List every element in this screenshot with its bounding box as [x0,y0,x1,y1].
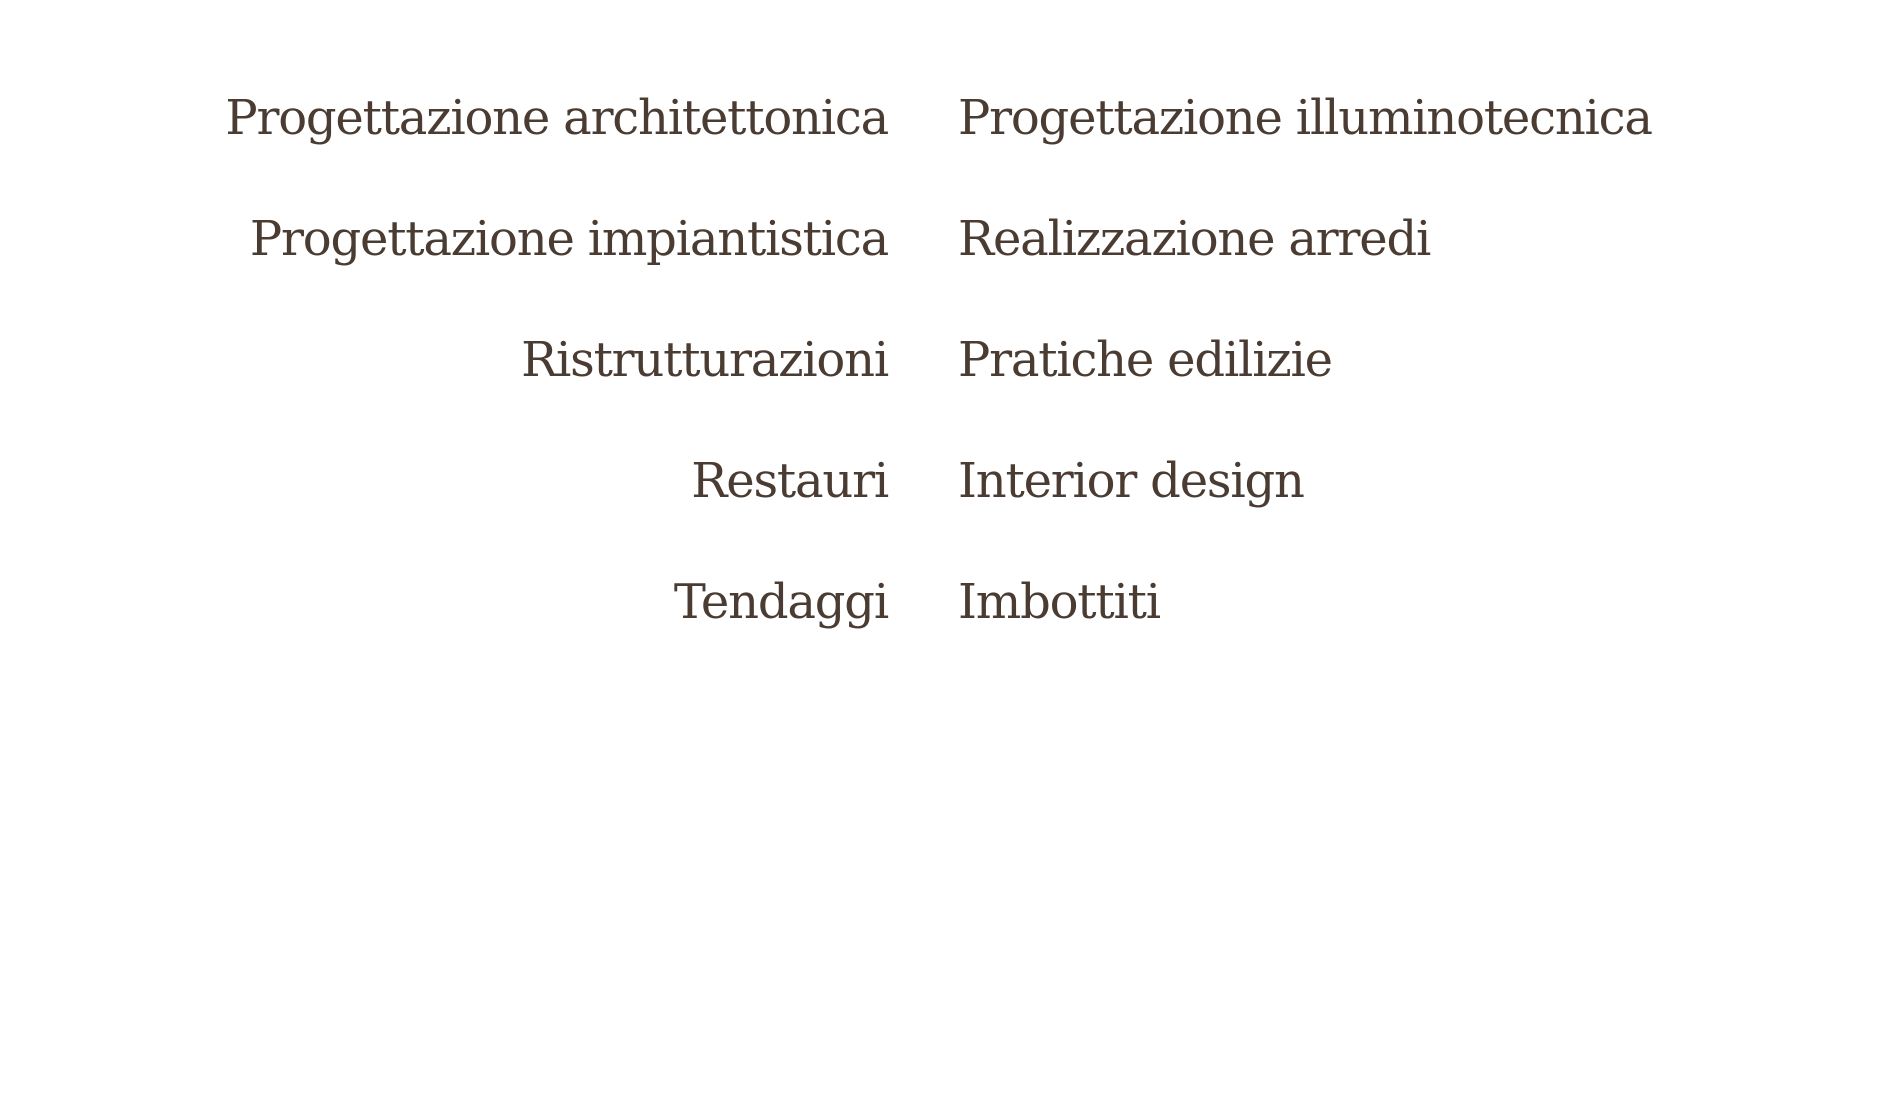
service-realizzazione-arredi: Realizzazione arredi [958,211,1431,267]
services-list [0,90,1878,695]
services-left-cell [0,574,888,630]
services-row [0,574,1878,695]
services-left-cell [0,453,888,509]
services-left-cell [0,332,888,388]
services-row [0,332,1878,453]
services-right-cell [888,90,1878,146]
services-right-cell [888,211,1878,267]
services-row [0,211,1878,332]
services-right-cell [888,332,1878,388]
service-progettazione-impiantistica: Progettazione impiantistica [249,211,888,267]
service-tendaggi: Tendaggi [673,574,888,630]
services-row [0,90,1878,211]
services-left-cell [0,211,888,267]
service-interior-design: Interior design [958,453,1304,509]
service-imbottiti: Imbottiti [958,574,1160,630]
services-left-cell [0,90,888,146]
service-pratiche-edilizie: Pratiche edilizie [958,332,1332,388]
service-restauri: Restauri [691,453,888,509]
services-right-cell [888,574,1878,630]
service-progettazione-illuminotecnica: Progettazione illuminotecnica [958,90,1652,146]
services-row [0,453,1878,574]
services-right-cell [888,453,1878,509]
service-progettazione-architettonica: Progettazione architettonica [225,90,888,146]
service-ristrutturazioni: Ristrutturazioni [521,332,888,388]
